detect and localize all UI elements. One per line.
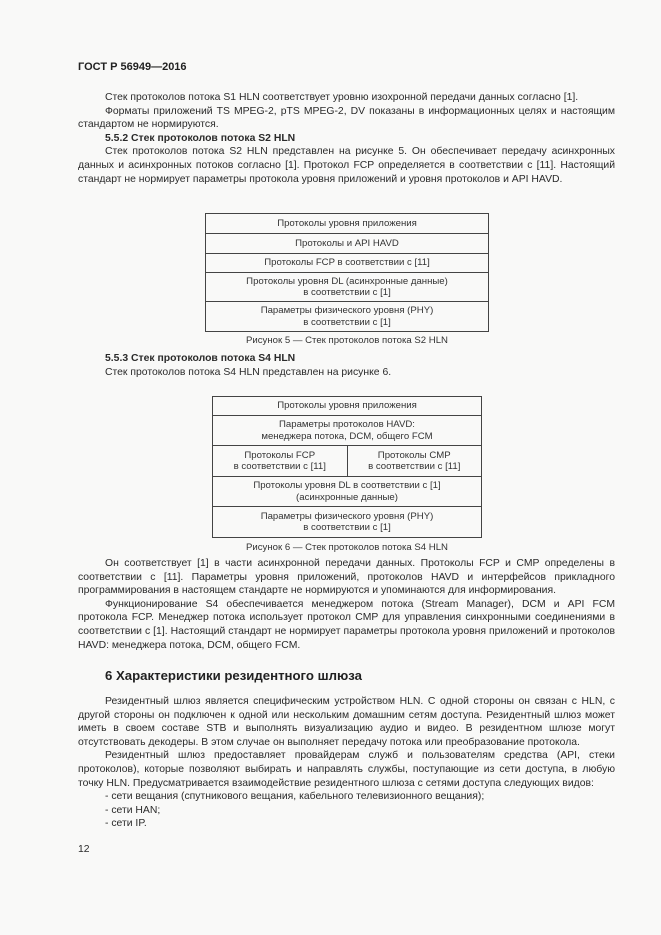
list-item: - сети HAN; [105,804,161,816]
paragraph: Форматы приложений TS MPEG-2, pTS MPEG-2, DV показаны в информационных целях и настоящим стандартом не нормируются. [78,105,615,131]
text: в соответствии с [1] [303,287,391,298]
paragraph: Функционирование S4 обеспечивается менеджером потока (Stream Manager), DCM и API FCM протокола FCP. Менеджер потока использует протокол CMP для управления синхронными соединениями в соответствии с [1]. Настоящий стандарт не нормирует параметры протокола уровня приложений и протоколов HAVD: менеджера потока, DCM, общего FCM. [78,598,615,651]
text: в соответствии с [11] [233,461,326,472]
document-header: ГОСТ Р 56949—2016 [78,61,187,73]
text: Протоколы CMP [377,449,451,461]
layer-fcp: Протоколы FCP в соответствии с [11] [206,254,489,273]
text: Параметры физического уровня (PHY) [260,510,434,522]
section-heading-6: 6 Характеристики резидентного шлюза [105,668,362,683]
layer-application: Протоколы уровня приложения [213,397,482,416]
layer-havd: Протоколы и API HAVD [206,234,489,254]
text: в соответствии с [11] [368,461,461,472]
paragraph: Резидентный шлюз предоставляет провайдерам служб и пользователям средства (API, стеки протоколов), которые позволяют выбирать и направлять службы, поступающие из сети доступа, в любую точку HLN. Предусматривается взаимодействие резидентного шлюза с сетями доступа следующих видов: [78,750,615,789]
list-item: - сети вещания (спутникового вещания, кабельного телевизионного вещания); [105,791,485,803]
section-heading-5-5-3: 5.5.3 Стек протоколов потока S4 HLN [105,353,296,364]
list-item: - сети IP. [105,818,147,830]
text: Протоколы уровня DL (асинхронные данные) [246,275,448,287]
layer-cmp [347,446,482,477]
text: менеджера потока, DCM, общего FCM [261,430,433,442]
layer-application: Протоколы уровня приложения [206,214,489,234]
paragraph: Стек протоколов потока S1 HLN соответствует уровню изохронной передачи данных согласно [1]. [105,92,579,103]
figure-6-caption: Рисунок 6 — Стек протоколов потока S4 HLN [246,542,448,553]
paragraph: Стек протоколов потока S2 HLN представлен на рисунке 5. Он обеспечивает передачу асинхронных данных и асинхронных потоков согласно [1]. Протокол FCP определяется в соответствии с [11]. Настоящий стандарт не нормирует параметры протокола уровня приложений и уровня протоколов и API HAVD. [78,146,615,185]
text: Параметры протоколов HAVD: [279,419,415,430]
figure-6-diagram [212,396,482,538]
paragraph: Резидентный шлюз является специфическим устройством HLN. С одной стороны он связан с HLN, с другой стороны он подключен к одной или нескольким домашним сетям доступа. Резидентный шлюз может иметь в своем составе STB и выполнять визуализацию аудио и видео. В резидентном шлюзе могут отсутствовать декодеры. В этом случае он выполняет передачу потока или преобразование протокола. [78,696,615,748]
paragraph: Он соответствует [1] в части асинхронной передачи данных. Протоколы FCP и CMP определены в соответствии с [11]. Параметры уровня приложений, протоколов HAVD и интерфейсов прикладного программирования в настоящем стандарте не нормируются и упоминаются для информирования. [78,558,615,597]
intro-section [78,91,615,186]
text: в соответствии с [1] [303,316,391,328]
layer-dl [213,477,482,507]
figure-5-diagram [205,213,489,332]
paragraph: Стек протоколов потока S4 HLN представлен на рисунке 6. [105,366,392,378]
layer-fcp [213,446,348,477]
text: в соответствии с [1] [303,522,391,533]
layer-havd [213,416,482,446]
section-heading-5-5-2: 5.5.2 Стек протоколов потока S2 HLN [105,132,296,144]
figure-5-caption: Рисунок 5 — Стек протоколов потока S2 HLN [246,335,448,346]
layer-phy [213,507,482,538]
text: (асинхронные данные) [296,491,398,503]
layer-phy [206,302,489,332]
text: Протоколы уровня DL в соответствии с [1] [253,480,441,491]
text: Параметры физического уровня (PHY) [260,305,434,316]
layer-dl [206,273,489,302]
page-number: 12 [78,844,90,855]
text: Протоколы FCP [244,449,316,461]
